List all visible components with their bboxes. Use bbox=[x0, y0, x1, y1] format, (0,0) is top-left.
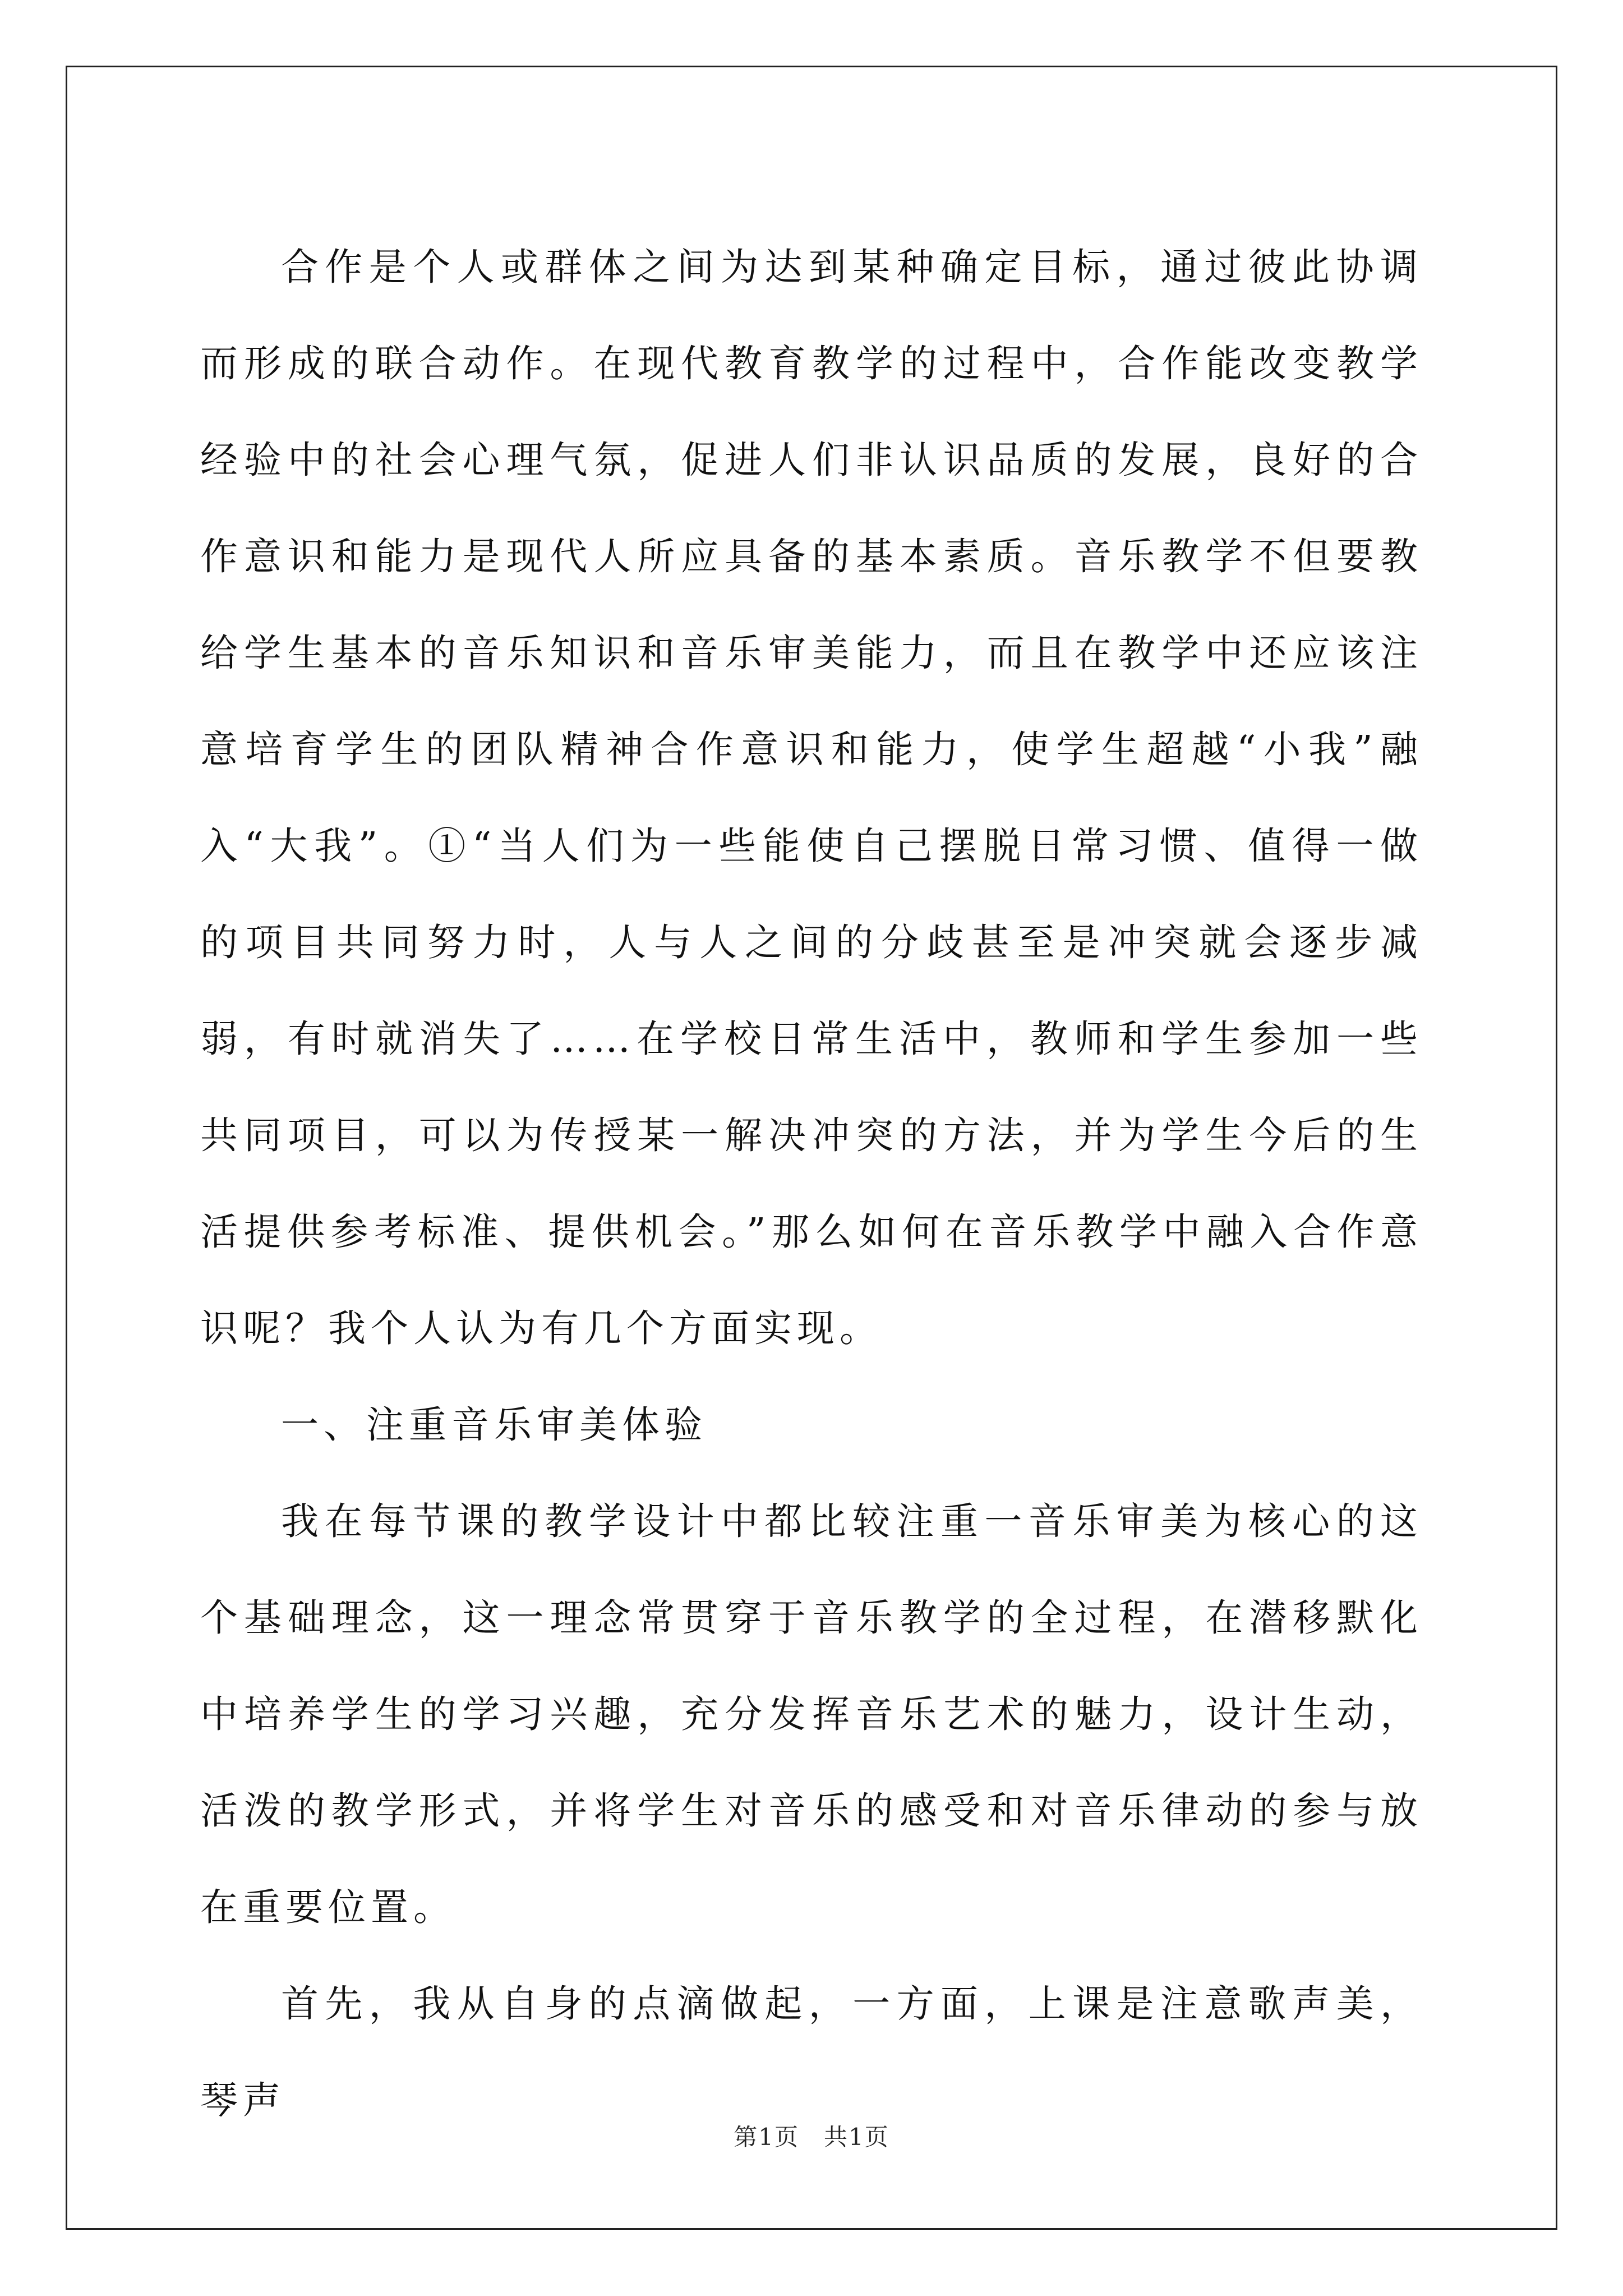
section-paragraph-1: 我在每节课的教学设计中都比较注重一音乐审美为核心的这个基础理念，这一理念常贯穿于音乐教学的全过程，在潜移默化中培养学生的学习兴趣，充分发挥音乐艺术的魅力，设计生动，活泼的教学形式，并将学生对音乐的感受和对音乐律动的参与放在重要位置。 bbox=[200, 1499, 1423, 1929]
intro-paragraph: 合作是个人或群体之间为达到某种确定目标，通过彼此协调而形成的联合动作。在现代教育教学的过程中，合作能改变教学经验中的社会心理气氛，促进人们非认识品质的发展，良好的合作意识和能力是现代人所应具备的基本素质。音乐教学不但要教给学生基本的音乐知识和音乐审美能力，而且在教学中还应该注意培育学生的团队精神合作意识和能力，使学生超越“小我”融入“大我”。①“当人们为一些能使自己摆脱日常习惯、值得一做的项目共同努力时，人与人之间的分歧甚至是冲突就会逐步减弱，有时就消失了……在学校日常生活中，教师和学生参加一些共同项目，可以为传授某一解决冲突的方法，并为学生今后的生活提供参考标准、提供机会。”那么如何在音乐教学中融入合作意识呢？我个人认为有几个方面实现。 bbox=[200, 245, 1423, 1350]
page-footer: 第1页 共1页 bbox=[734, 2123, 889, 2151]
section-heading: 一、注重音乐审美体验 bbox=[281, 1403, 707, 1447]
section-paragraph-2: 首先，我从自身的点滴做起，一方面，上课是注意歌声美，琴声 bbox=[200, 1982, 1423, 2122]
document-body bbox=[200, 219, 1423, 2148]
